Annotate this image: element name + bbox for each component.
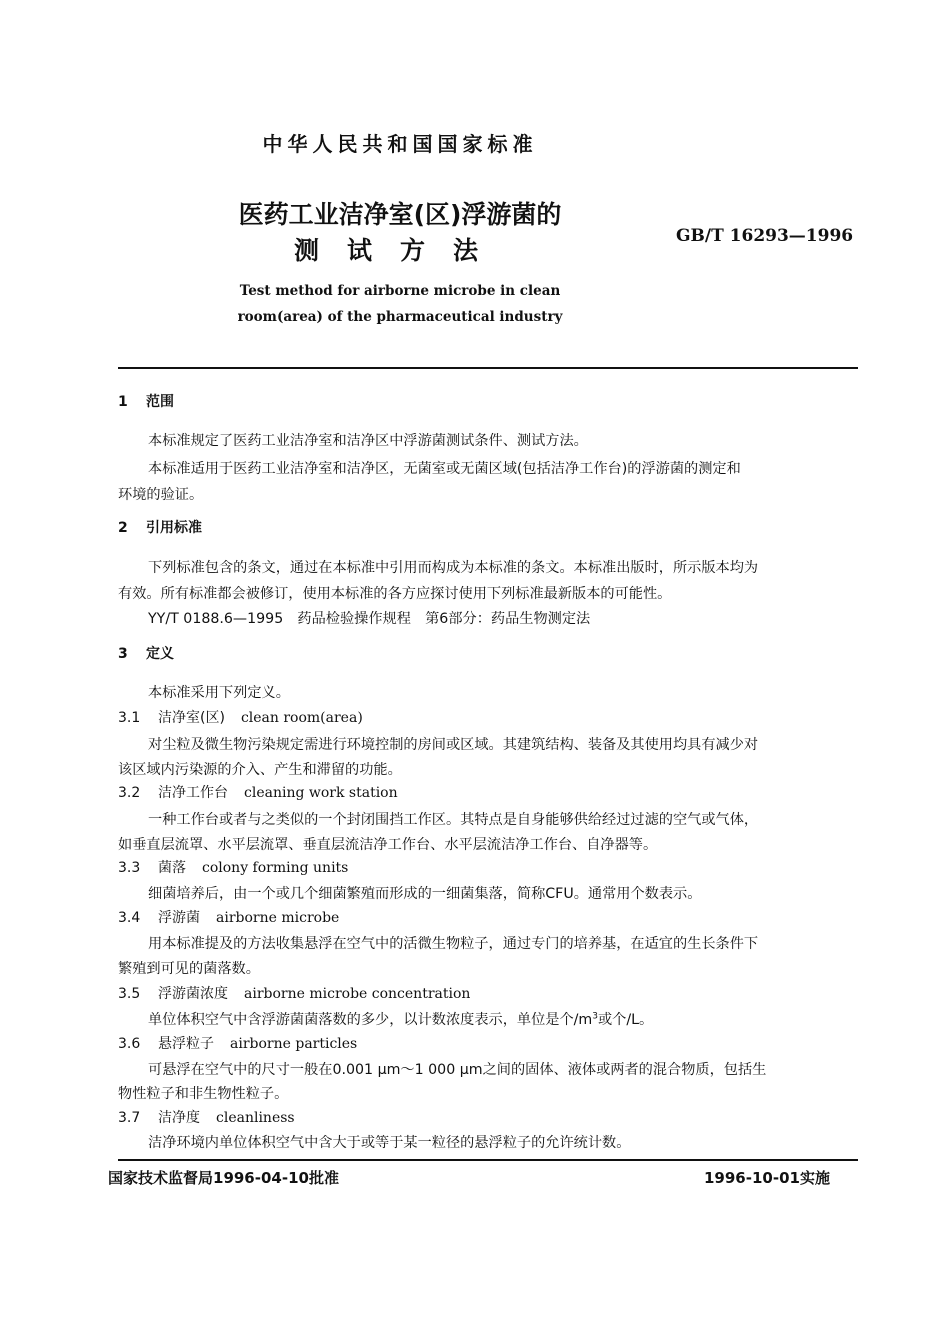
definition-3-3-term-en: colony forming units — [202, 860, 349, 876]
definition-3-4-number: 3.4 — [118, 910, 141, 926]
definition-3-4-term: 浮游菌 — [158, 910, 200, 926]
definition-3-5-term-en: airborne microbe concentration — [244, 986, 471, 1002]
section-1-heading — [118, 391, 174, 411]
section-3-intro: 本标准采用下列定义。 — [148, 685, 290, 701]
definition-3-6-term: 悬浮粒子 — [158, 1036, 214, 1052]
section-2-paragraph-b: 有效。所有标准都会被修订，使用本标准的各方应探讨使用下列标准最新版本的可能性。 — [118, 586, 672, 602]
section-2-paragraph-a: 下列标准包含的条文，通过在本标准中引用而构成为本标准的条文。本标准出版时，所示版本均为 — [148, 560, 759, 576]
section-3-number: 3 — [118, 646, 128, 662]
definition-3-5-heading — [118, 983, 470, 1003]
implementation-date: 1996-10-01实施 — [704, 1169, 830, 1187]
definition-3-5-term: 浮游菌浓度 — [158, 986, 228, 1002]
section-3-title: 定义 — [146, 646, 174, 662]
definition-3-4-text-a: 用本标准提及的方法收集悬浮在空气中的活微生物粒子，通过专门的培养基，在适宜的生长条件下 — [148, 936, 759, 952]
definition-3-2-heading — [118, 782, 398, 802]
section-2-number: 2 — [118, 520, 128, 536]
definition-3-1-term: 洁净室(区) — [158, 710, 225, 726]
section-3-heading — [118, 643, 174, 663]
national-standard-heading: 中华人民共和国国家标准 — [262, 132, 538, 156]
standard-code: GB/T 16293—1996 — [676, 226, 854, 246]
header-divider — [118, 367, 858, 369]
definition-3-2-number: 3.2 — [118, 785, 141, 801]
definition-3-3-number: 3.3 — [118, 860, 141, 876]
definition-3-1-number: 3.1 — [118, 710, 141, 726]
definition-3-7-term-en: cleanliness — [216, 1110, 295, 1126]
definition-3-5-superscript: 3 — [592, 1011, 598, 1022]
section-1-paragraph-2a: 本标准适用于医药工业洁净室和洁净区，无菌室或无菌区域(包括洁净工作台)的浮游菌的测定和 — [148, 461, 741, 477]
definition-3-4-term-en: airborne microbe — [216, 910, 340, 926]
definition-3-4-text-b: 繁殖到可见的菌落数。 — [118, 961, 260, 977]
english-title-line2: room(area) of the pharmaceutical industry — [237, 309, 563, 325]
section-1-title: 范围 — [146, 394, 174, 410]
definition-3-5-text — [148, 1009, 653, 1029]
definition-3-6-term-en: airborne particles — [230, 1036, 358, 1052]
footer-divider — [118, 1159, 858, 1161]
document-title-line2: 测试方法 — [293, 236, 506, 265]
definition-3-1-text-b: 该区域内污染源的介入、产生和滞留的功能。 — [118, 762, 402, 778]
document-title-line1: 医药工业洁净室(区)浮游菌的 — [238, 200, 562, 229]
definition-3-5-text-pre: 单位体积空气中含浮游菌菌落数的多少，以计数浓度表示，单位是个/m — [148, 1012, 593, 1028]
definition-3-3-text: 细菌培养后，由一个或几个细菌繁殖而形成的一细菌集落，简称CFU。通常用个数表示。 — [148, 886, 702, 902]
definition-3-5-number: 3.5 — [118, 986, 141, 1002]
definition-3-3-heading — [118, 857, 348, 877]
definition-3-7-text: 洁净环境内单位体积空气中含大于或等于某一粒径的悬浮粒子的允许统计数。 — [148, 1135, 631, 1151]
definition-3-6-number: 3.6 — [118, 1036, 141, 1052]
section-2-reference: YY/T 0188.6—1995 药品检验操作规程 第6部分：药品生物测定法 — [148, 611, 591, 627]
definition-3-2-text-b: 如垂直层流罩、水平层流罩、垂直层流洁净工作台、水平层流洁净工作台、自净器等。 — [118, 837, 658, 853]
definition-3-7-term: 洁净度 — [158, 1110, 200, 1126]
section-1-paragraph-1: 本标准规定了医药工业洁净室和洁净区中浮游菌测试条件、测试方法。 — [148, 433, 588, 449]
definition-3-6-heading — [118, 1033, 357, 1053]
definition-3-5-text-post: 或个/L。 — [597, 1012, 654, 1028]
section-1-paragraph-2b: 环境的验证。 — [118, 487, 204, 503]
definition-3-6-text-b: 物性粒子和非生物性粒子。 — [118, 1086, 289, 1102]
approval-statement: 国家技术监督局1996-04-10批准 — [108, 1169, 339, 1187]
definition-3-1-term-en: clean room(area) — [240, 710, 363, 726]
definition-3-2-term-en: cleaning work station — [244, 785, 398, 801]
definition-3-7-number: 3.7 — [118, 1110, 141, 1126]
section-2-title: 引用标准 — [146, 520, 202, 536]
section-2-heading — [118, 517, 202, 537]
definition-3-6-text-a: 可悬浮在空气中的尺寸一般在0.001 μm～1 000 μm之间的固体、液体或两者的混合物质，包括生 — [148, 1062, 767, 1078]
section-1-number: 1 — [118, 394, 128, 410]
definition-3-1-heading — [118, 707, 363, 727]
definition-3-7-heading — [118, 1107, 295, 1127]
definition-3-1-text-a: 对尘粒及微生物污染规定需进行环境控制的房间或区域。其建筑结构、装备及其使用均具有减少对 — [148, 737, 759, 753]
english-title-line1: Test method for airborne microbe in clean — [239, 283, 561, 299]
definition-3-4-heading — [118, 907, 339, 927]
definition-3-2-term: 洁净工作台 — [158, 785, 228, 801]
definition-3-2-text-a: 一种工作台或者与之类似的一个封闭围挡工作区。其特点是自身能够供给经过过滤的空气或气体， — [148, 812, 759, 828]
definition-3-3-term: 菌落 — [158, 860, 186, 876]
